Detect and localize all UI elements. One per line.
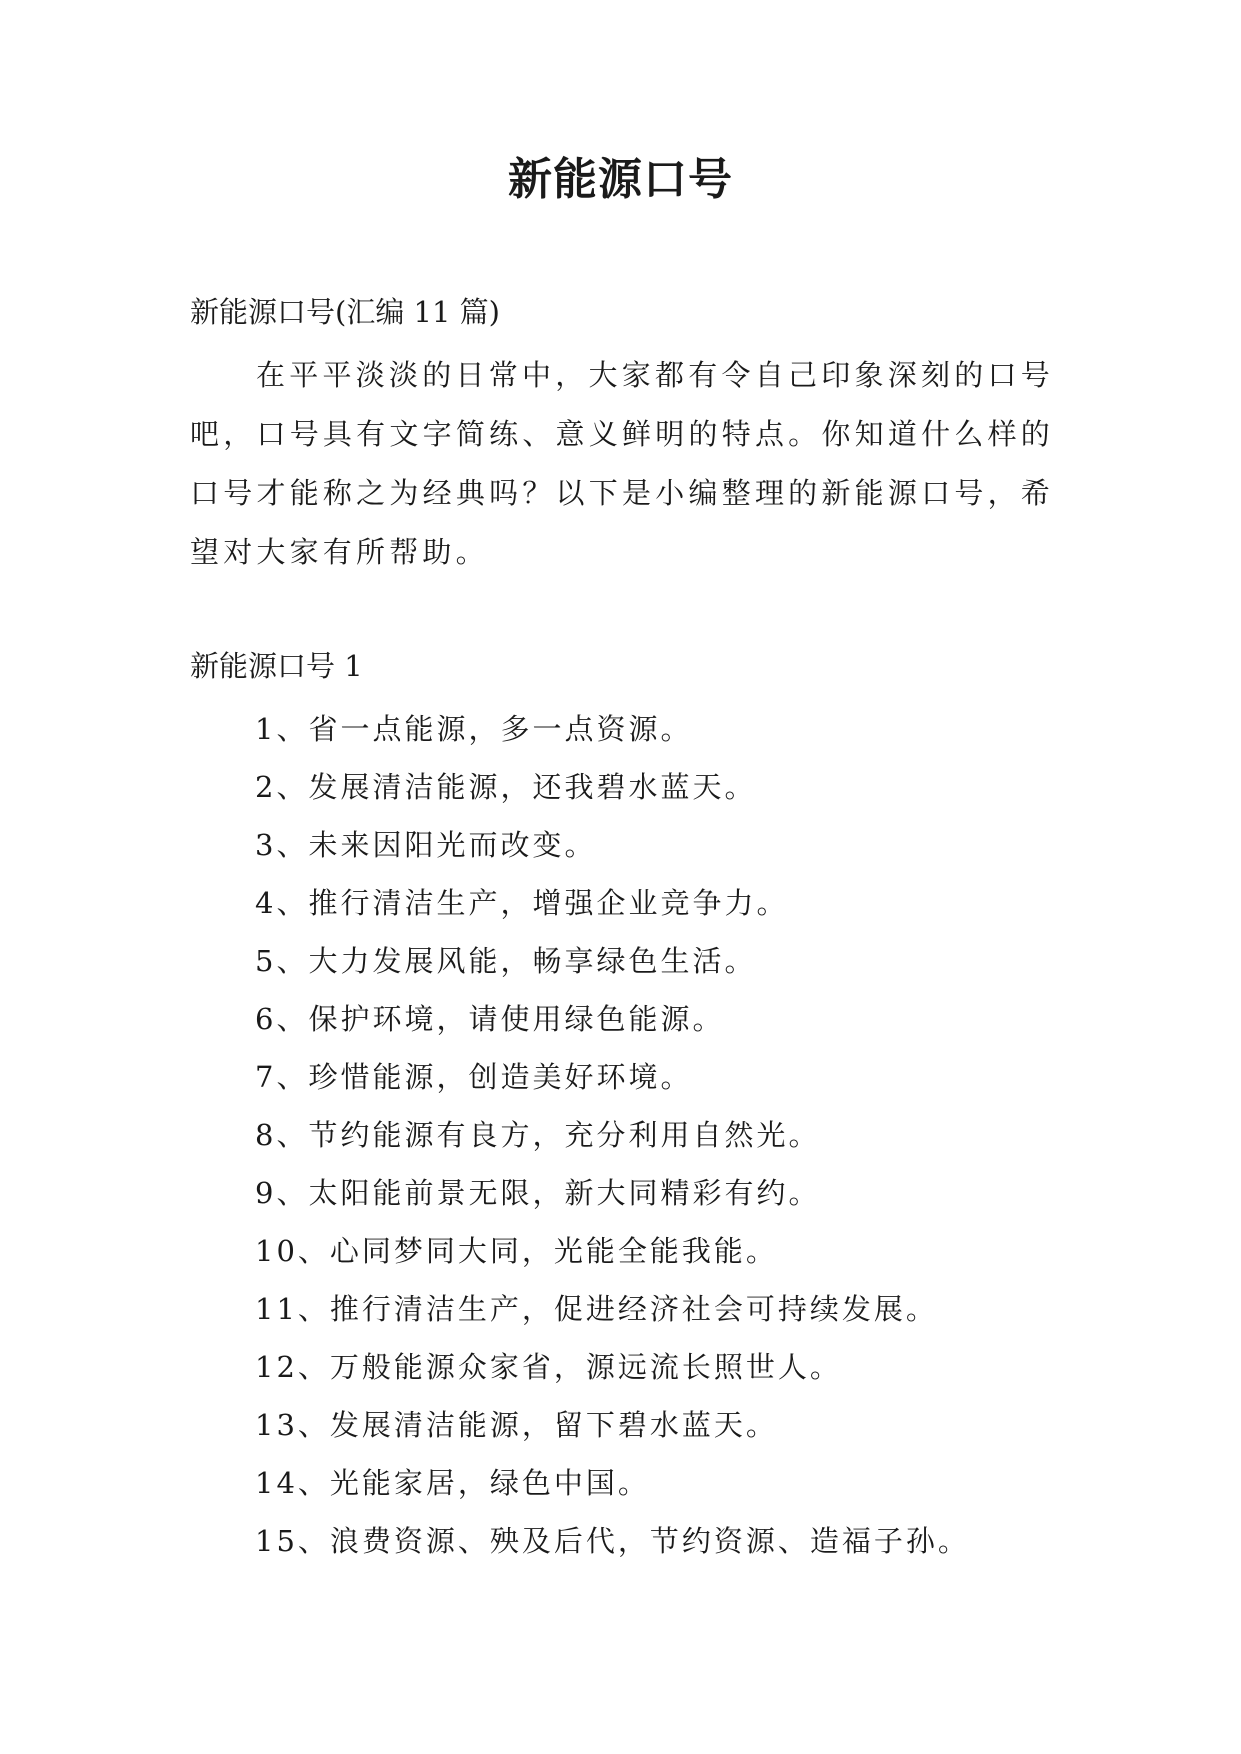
slogan-list bbox=[255, 700, 970, 1570]
slogan-item: 5、大力发展风能，畅享绿色生活。 bbox=[255, 944, 757, 978]
section-heading: 新能源口号 1 bbox=[190, 649, 363, 683]
slogan-item: 8、节约能源有良方，充分利用自然光。 bbox=[255, 1118, 821, 1152]
slogan-item: 2、发展清洁能源，还我碧水蓝天。 bbox=[255, 770, 757, 804]
slogan-item: 6、保护环境，请使用绿色能源。 bbox=[255, 1002, 725, 1036]
intro-paragraph: 在平平淡淡的日常中，大家都有令自己印象深刻的口号吧，口号具有文字简练、意义鲜明的特点。你知道什么样的口号才能称之为经典吗？以下是小编整理的新能源口号，希望对大家有所帮助。 bbox=[190, 358, 1054, 569]
document-subtitle: 新能源口号(汇编 11 篇) bbox=[190, 295, 500, 329]
slogan-item: 11、推行清洁生产，促进经济社会可持续发展。 bbox=[255, 1292, 938, 1326]
slogan-item: 4、推行清洁生产，增强企业竞争力。 bbox=[255, 886, 789, 920]
slogan-item: 15、浪费资源、殃及后代，节约资源、造福子孙。 bbox=[255, 1524, 970, 1558]
slogan-item: 1、省一点能源，多一点资源。 bbox=[255, 712, 693, 746]
slogan-item: 14、光能家居，绿色中国。 bbox=[255, 1466, 650, 1500]
slogan-item: 13、发展清洁能源，留下碧水蓝天。 bbox=[255, 1408, 778, 1442]
slogan-item: 10、心同梦同大同，光能全能我能。 bbox=[255, 1234, 778, 1268]
slogan-item: 12、万般能源众家省，源远流长照世人。 bbox=[255, 1350, 842, 1384]
slogan-item: 3、未来因阳光而改变。 bbox=[255, 828, 597, 862]
slogan-item: 9、太阳能前景无限，新大同精彩有约。 bbox=[255, 1176, 821, 1210]
slogan-item: 7、珍惜能源，创造美好环境。 bbox=[255, 1060, 693, 1094]
document-title: 新能源口号 bbox=[508, 154, 733, 205]
